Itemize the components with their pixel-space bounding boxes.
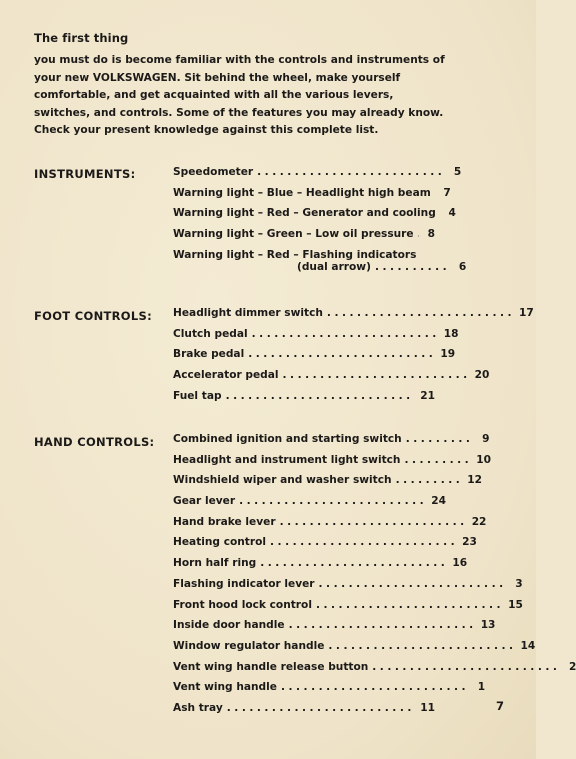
dot-leader: ......... [405,433,474,445]
dot-leader: .......... [374,260,451,273]
item-label: Hand brake lever [173,515,276,528]
dot-leader: ......................... [251,327,440,340]
dot-leader: ......................... [280,681,470,694]
list-item [173,390,435,411]
page-heading: The first thing [34,31,129,45]
page-number: 7 [496,699,505,713]
list-item [173,307,534,328]
item-page: 1 [477,681,486,694]
dot-leader: ......................... [328,639,517,652]
list-item [173,557,468,578]
dot-leader: ......................... [318,577,507,590]
list-item [173,639,536,661]
item-page: 20 [474,369,490,382]
list-item [173,433,490,454]
item-label: Horn half ring [173,557,257,570]
list-item [173,474,483,495]
dot-leader: ......................... [257,166,446,178]
list-item [173,207,456,228]
item-page: 9 [482,433,490,445]
item-label: Front hood lock control [173,598,312,611]
list-item [173,186,451,208]
item-continuation [173,260,467,273]
item-page: 13 [480,619,496,632]
item-page: 18 [443,327,459,340]
item-label: Window regulator handle [173,639,325,652]
item-page: 11 [420,701,435,714]
item-label: Inside door handle [173,619,285,632]
section-title-foot-controls: FOOT CONTROLS: [34,309,152,323]
list-item [173,228,435,249]
item-page: 7 [443,186,451,199]
foot-controls-list [173,307,534,410]
dot-leader: ......... [404,453,473,466]
dot-leader [418,228,419,240]
item-page: 5 [453,166,462,178]
dot-leader: ......................... [225,389,414,402]
item-label: Warning light – Red – Generator and cooling [173,207,436,220]
item-page: 8 [427,228,435,241]
item-label: Heating control [173,536,267,549]
item-page: 4 [448,207,456,220]
dot-leader: ......................... [260,557,449,570]
list-item [173,577,523,599]
item-label: Ash tray [173,701,223,714]
list-item [173,619,496,640]
item-page: 12 [467,474,483,487]
item-page: 23 [462,536,477,549]
item-label: Vent wing handle [173,681,277,694]
list-item [173,327,459,349]
list-item [173,369,490,390]
item-page: 10 [476,453,491,466]
list-item [173,453,491,475]
list-item [173,660,576,682]
item-label: Gear lever [173,495,236,508]
list-item [173,166,462,187]
dot-leader: ......................... [270,536,459,549]
item-label: Brake pedal [173,348,245,361]
list-item [173,248,467,285]
section-title-instruments: INSTRUMENTS: [34,167,136,181]
item-label: Accelerator pedal [173,369,279,382]
item-page: 17 [519,307,534,319]
item-label: Speedometer [173,166,254,178]
item-page: 2 [569,660,576,673]
item-label-line2: (dual arrow) [297,260,371,273]
item-label: Headlight and instrument light switch [173,453,401,466]
item-page: 3 [515,577,523,590]
dot-leader: ......................... [315,598,505,611]
item-label: Flashing indicator lever [173,577,315,590]
dot-leader: ......................... [288,619,477,632]
item-page: 24 [431,495,446,508]
item-label: Fuel tap [173,389,222,402]
list-item [173,536,477,557]
item-label: Warning light – Red – Flashing indicators [173,248,417,261]
item-label: Vent wing handle release button [173,660,369,673]
dot-leader: ......................... [226,701,415,714]
item-label: Warning light – Green – Low oil pressure [173,228,414,241]
list-item [173,515,487,537]
dot-leader: ......................... [282,369,471,382]
list-item [173,681,486,702]
list-item [173,702,435,723]
list-item [173,598,523,620]
hand-controls-list [173,433,576,723]
item-page: 14 [520,639,536,652]
item-page: 16 [452,557,468,570]
dot-leader: ......................... [279,515,468,528]
instruments-list [173,166,467,285]
item-page: 22 [471,515,487,528]
item-page: 6 [458,260,467,273]
dot-leader: ......................... [326,307,516,319]
list-item [173,495,446,516]
item-page: 19 [440,348,456,361]
item-page: 21 [420,389,435,402]
item-label: Windshield wiper and washer switch [173,474,392,487]
item-page: 15 [508,598,523,611]
intro-paragraph: you must do is become familiar with the controls and instruments of your new VOLKSWAGEN. Sit behind the wheel, make yourself comfortable, and get acquainted with all the various levers, switches, and controls. Some of the features you may already know. Check your present knowledge against this complete list. [34,54,445,136]
dot-leader: ......................... [248,348,437,361]
item-label: Headlight dimmer switch [173,307,323,319]
item-label: Warning light – Blue – Headlight high beam [173,186,431,199]
item-label: Combined ignition and starting switch [173,433,402,445]
section-title-hand-controls: HAND CONTROLS: [34,435,155,449]
dot-leader: ......................... [372,660,561,673]
list-item [173,348,456,369]
dot-leader: ......... [395,474,464,487]
dot-leader: ......................... [239,495,428,508]
item-label: Clutch pedal [173,327,248,340]
